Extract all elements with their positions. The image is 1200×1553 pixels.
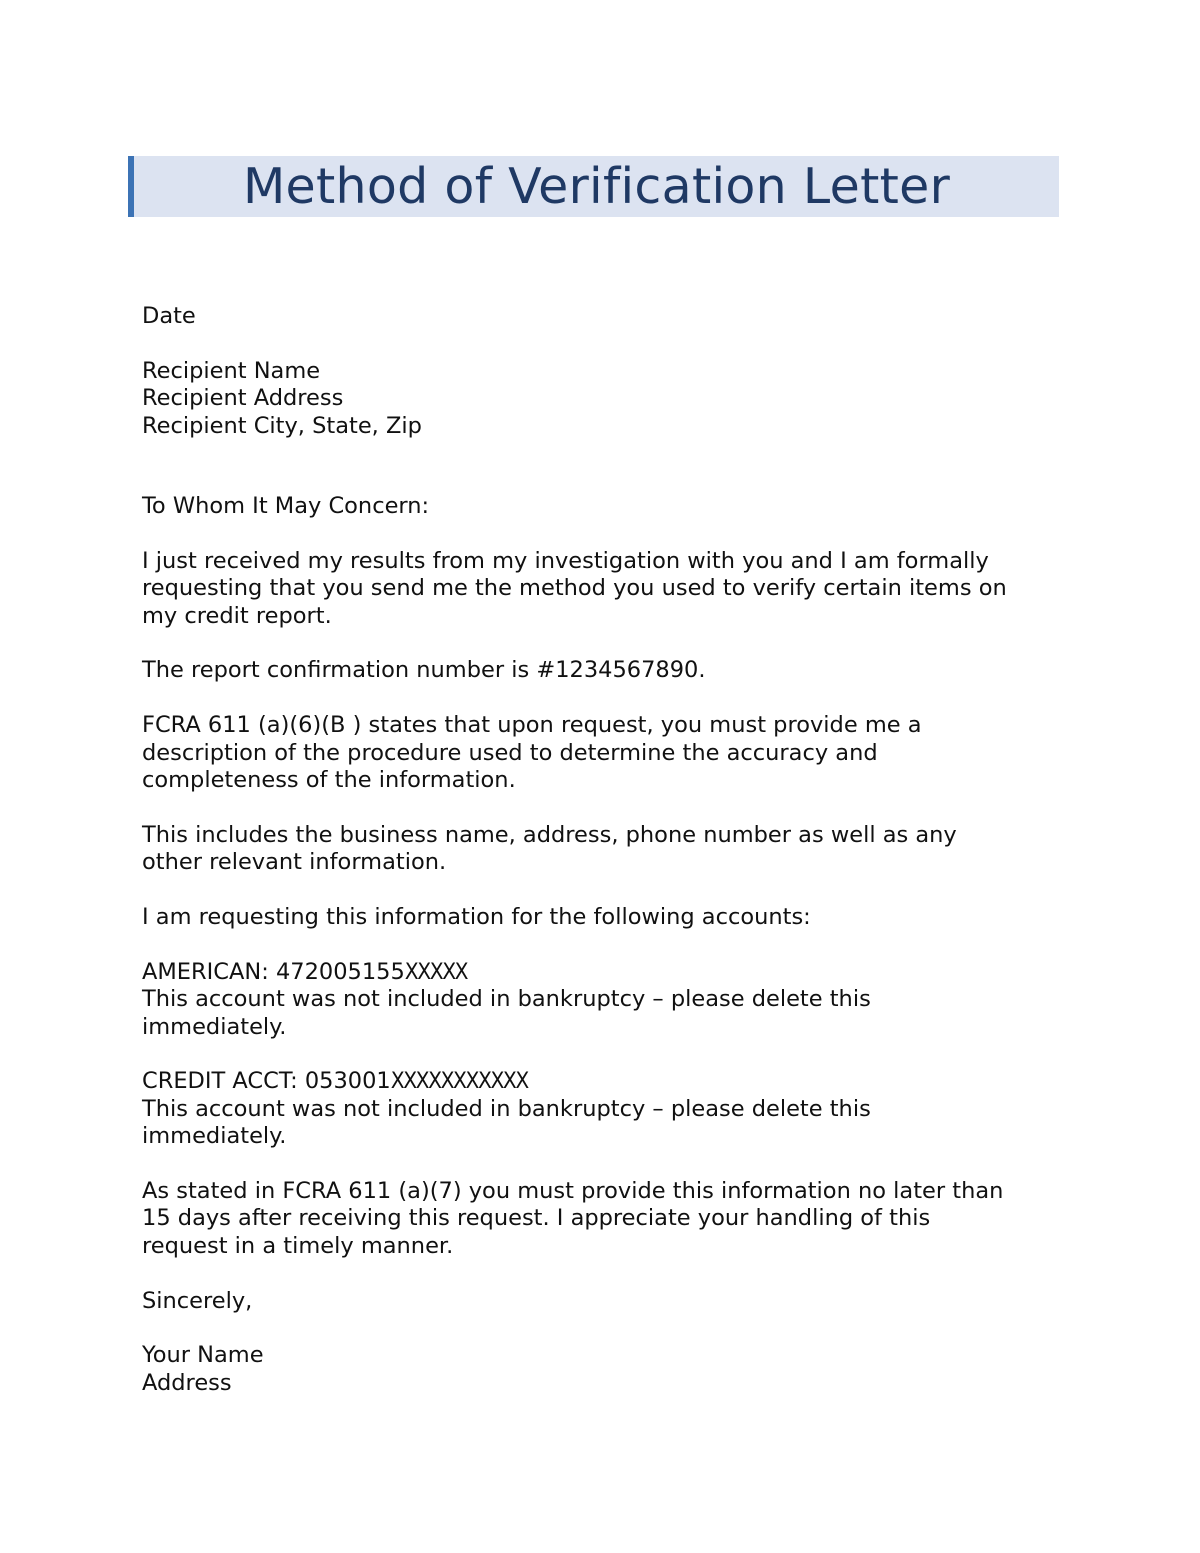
- signature-address: Address: [142, 1369, 232, 1396]
- accounts-intro: I am requesting this information for the following accounts:: [142, 904, 811, 931]
- account-label: AMERICAN: 472005155: [142, 958, 405, 985]
- account-label: CREDIT ACCT: 053001: [142, 1068, 391, 1095]
- fcra-paragraph-line: completeness of the information.: [142, 767, 516, 794]
- paragraph-1-line: my credit report.: [142, 602, 332, 629]
- salutation: To Whom It May Concern:: [142, 493, 430, 520]
- paragraph-1-line: I just received my results from my investigation with you and I am formally: [142, 547, 989, 574]
- fcra-paragraph-line: description of the procedure used to determine the accuracy and: [142, 739, 878, 766]
- account-note-line: immediately.: [142, 1013, 287, 1040]
- account-line: [142, 1068, 1062, 1095]
- includes-paragraph-line: other relevant information.: [142, 849, 447, 876]
- account-note-line: immediately.: [142, 1123, 287, 1150]
- letter-body: [142, 303, 1062, 1397]
- signature-name: Your Name: [142, 1342, 264, 1369]
- account-mask: XXXXXXXXXXX: [390, 1068, 528, 1095]
- includes-paragraph-line: This includes the business name, address, phone number as well as any: [142, 821, 957, 848]
- deadline-paragraph-line: request in a timely manner.: [142, 1232, 454, 1259]
- date-line: Date: [142, 303, 196, 329]
- deadline-paragraph-line: As stated in FCRA 611 (a)(7) you must provide this information no later than: [142, 1178, 1004, 1205]
- account-note-line: This account was not included in bankruptcy – please delete this: [142, 986, 871, 1013]
- account-note-line: This account was not included in bankruptcy – please delete this: [142, 1095, 871, 1122]
- account-mask: XXXXX: [404, 958, 468, 985]
- recipient-city-state-zip: Recipient City, State, Zip: [142, 412, 422, 439]
- account-line: [142, 959, 1062, 986]
- recipient-address: Recipient Address: [142, 385, 344, 412]
- title-banner: [128, 156, 1059, 217]
- recipient-name: Recipient Name: [142, 357, 321, 384]
- confirmation-line: The report confirmation number is #1234567890.: [142, 657, 706, 684]
- fcra-paragraph-line: FCRA 611 (a)(6)(B ) states that upon request, you must provide me a: [142, 712, 922, 739]
- deadline-paragraph-line: 15 days after receiving this request. I appreciate your handling of this: [142, 1205, 931, 1232]
- document-title: Method of Verification Letter: [242, 158, 951, 215]
- paragraph-1-line: requesting that you send me the method you used to verify certain items on: [142, 575, 1007, 602]
- closing: Sincerely,: [142, 1287, 253, 1314]
